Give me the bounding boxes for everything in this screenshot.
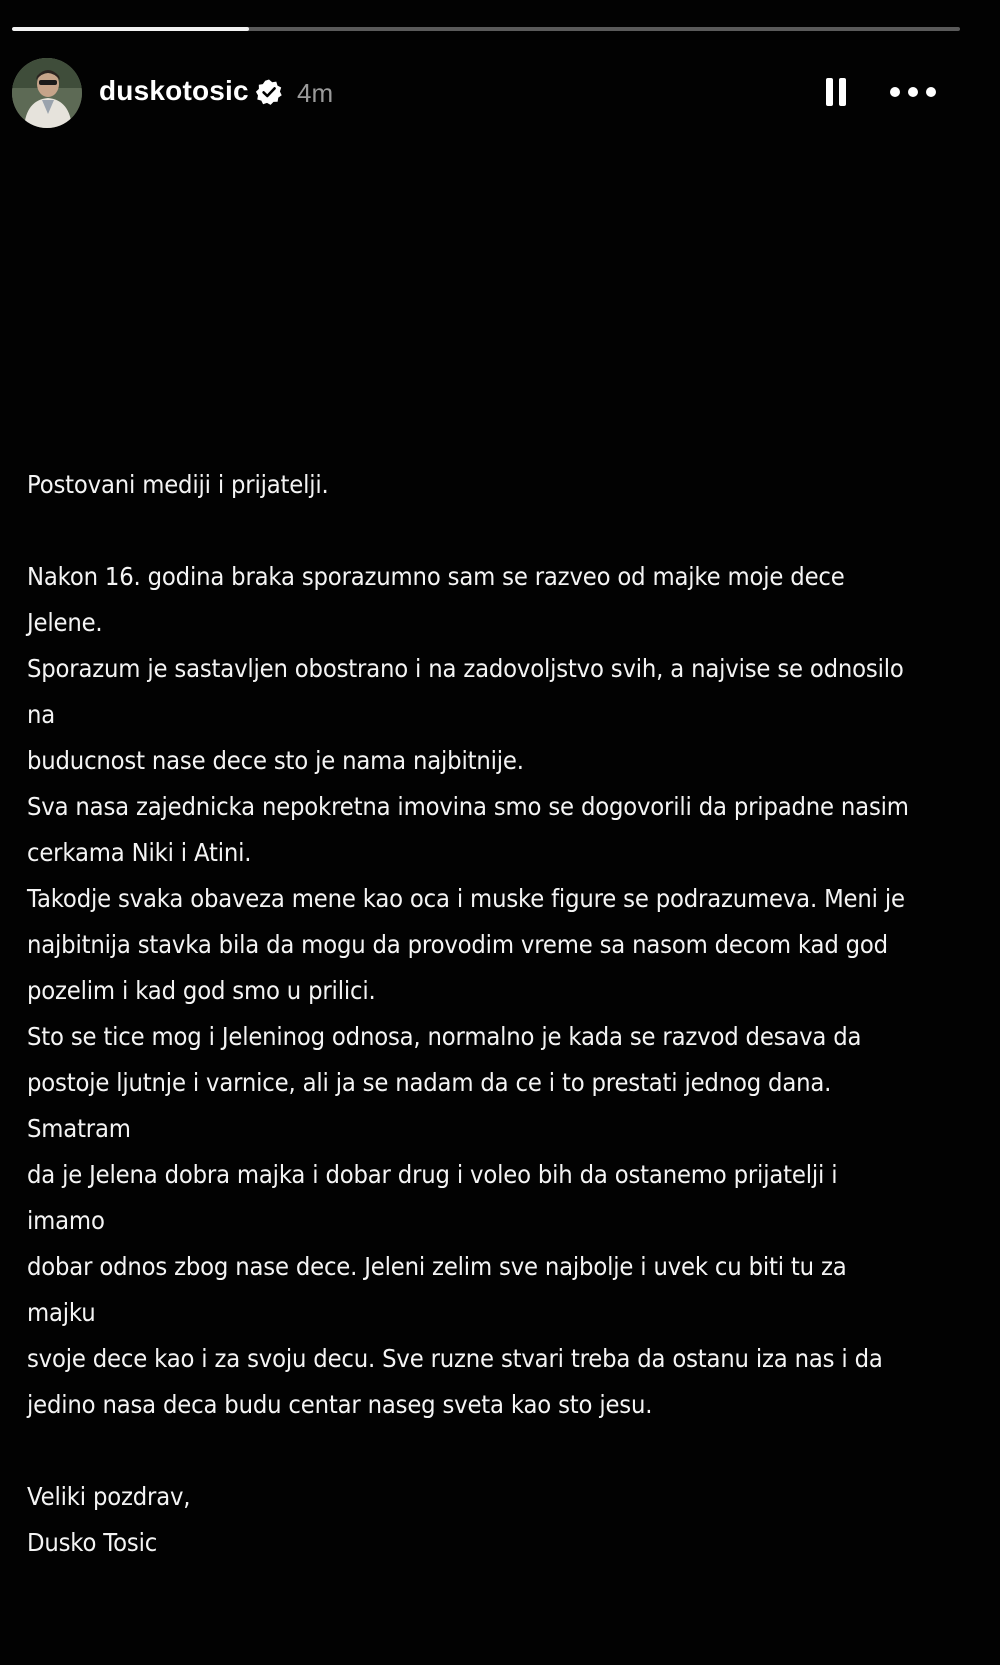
- statement-line: Takodje svaka obaveza mene kao oca i muske figure se podrazumeva. Meni je: [27, 884, 905, 913]
- statement-line: Sto se tice mog i Jeleninog odnosa, normalno je kada se razvod desava da: [27, 1022, 862, 1051]
- statement-line: dobar odnos zbog nase dece. Jeleni zelim sve najbolje i uvek cu biti tu za majku: [27, 1252, 847, 1327]
- more-horizontal-icon: [885, 72, 941, 112]
- statement-line: da je Jelena dobra majka i dobar drug i voleo bih da ostanemo prijatelji i imamo: [27, 1160, 838, 1235]
- statement-closing: Veliki pozdrav,: [27, 1482, 191, 1511]
- statement-line: pozelim i kad god smo u prilici.: [27, 976, 376, 1005]
- statement-line: Nakon 16. godina braka sporazumno sam se razveo od majke moje dece Jelene.: [27, 562, 845, 637]
- statement-line: Sva nasa zajednicka nepokretna imovina smo se dogovorili da pripadne nasim: [27, 792, 909, 821]
- statement-line: svoje dece kao i za svoju decu. Sve ruzne stvari treba da ostanu iza nas i da: [27, 1344, 883, 1373]
- story-statement-text: [27, 462, 920, 1566]
- statement-line: jedino nasa deca budu centar naseg sveta kao sto jesu.: [27, 1390, 653, 1419]
- avatar-image: [12, 58, 82, 128]
- avatar[interactable]: [12, 58, 82, 128]
- verified-badge-icon: [255, 78, 283, 106]
- username[interactable]: duskotosic: [99, 75, 249, 106]
- pause-button[interactable]: [816, 72, 856, 112]
- more-options-button[interactable]: [885, 72, 941, 112]
- statement-line: postoje ljutnje i varnice, ali ja se nadam da ce i to prestati jednog dana. Smatram: [27, 1068, 832, 1143]
- statement-greeting: Postovani mediji i prijatelji.: [27, 470, 329, 499]
- statement-signature: Dusko Tosic: [27, 1528, 158, 1557]
- story-progress-bar: [12, 27, 960, 31]
- statement-line: najbitnija stavka bila da mogu da provodim vreme sa nasom decom kad god: [27, 930, 888, 959]
- post-timestamp: 4m: [297, 78, 334, 108]
- statement-line: buducnost nase dece sto je nama najbitnije.: [27, 746, 524, 775]
- story-progress-fill: [12, 27, 249, 31]
- pause-icon: [816, 72, 856, 112]
- statement-line: cerkama Niki i Atini.: [27, 838, 252, 867]
- story-header: [0, 50, 1000, 140]
- statement-line: Sporazum je sastavljen obostrano i na zadovoljstvo svih, a najvise se odnosilo na: [27, 654, 904, 729]
